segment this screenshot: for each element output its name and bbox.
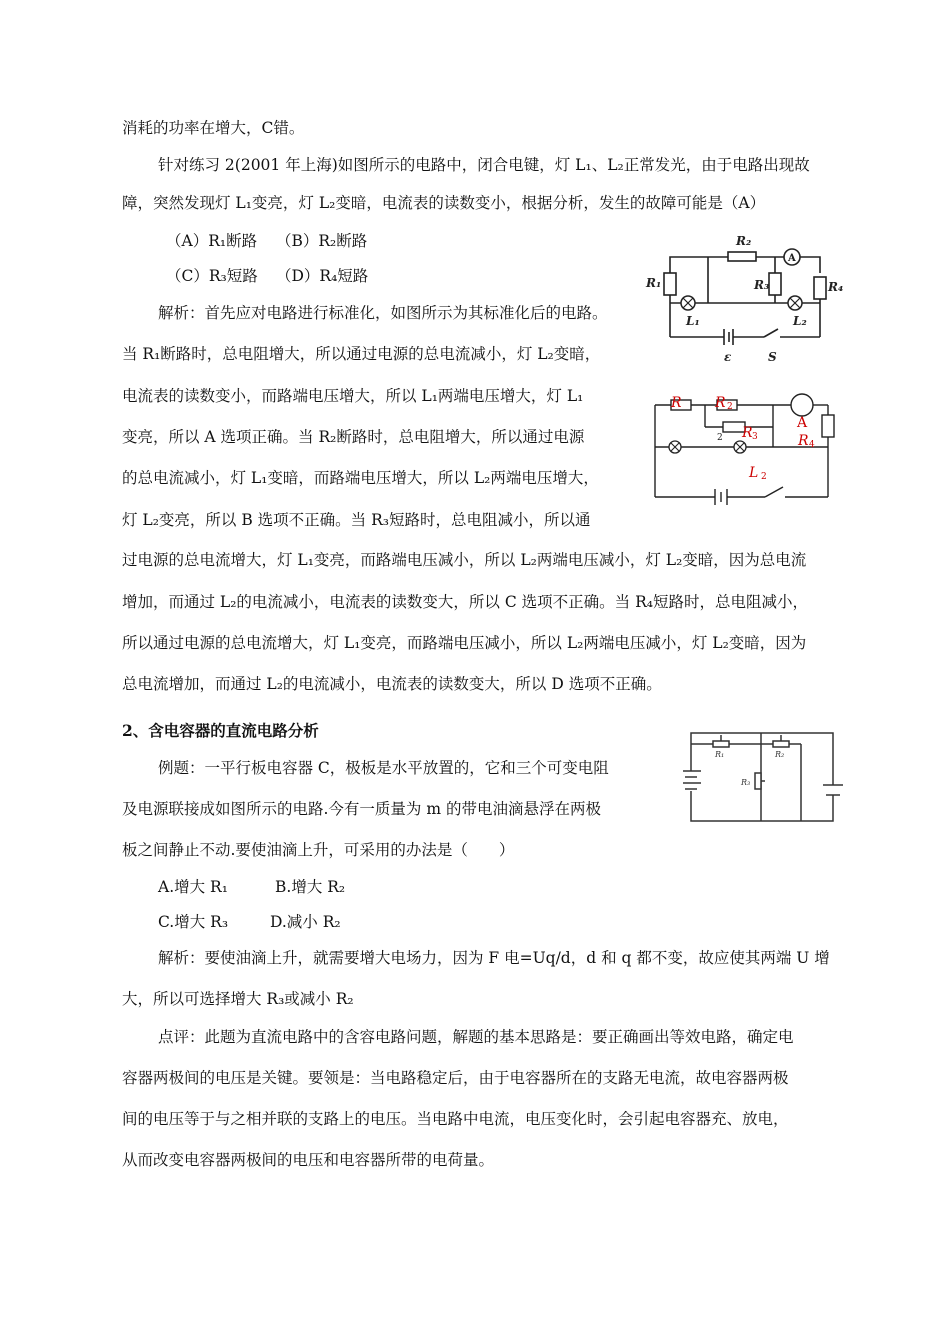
fig1-label-r4: R₄: [828, 280, 844, 294]
fig1-label-r2: R₂: [736, 234, 752, 248]
fig3-label-r2: R₂: [775, 750, 785, 759]
fig1-label-r3: R₃: [754, 278, 770, 292]
comment-line-1: 点评：此题为直流电路中的含容电路问题，解题的基本思路是：要正确画出等效电路，确定电: [158, 1028, 794, 1046]
example-line-3: 板之间静止不动.要使油滴上升，可采用的办法是（ ）: [122, 841, 515, 859]
fig2-label-l2-sub: 2: [761, 472, 767, 482]
example-line-1: 例题：一平行板电容器 C，极板是水平放置的，它和三个可变电阻: [158, 759, 609, 777]
fig2-label-r2-sub: 2: [727, 402, 733, 412]
analysis-line-7: 过电源的总电流增大，灯 L₁变亮，而路端电压减小，所以 L₂两端电压减小，灯 L₂变暗，因为总电流: [122, 551, 807, 569]
fig2-label-r4: R: [798, 433, 809, 449]
fig2-label-node-2: 2: [717, 433, 723, 443]
practice-option-b: （B）R₂断路: [276, 232, 368, 250]
practice-option-a: （A）R₁断路: [166, 232, 258, 250]
fig2-label-r4-sub: 4: [809, 440, 815, 450]
practice-option-c: （C）R₃短路: [166, 267, 258, 285]
comment-line-2: 容器两极间的电压是关键。要领是：当电路稳定后，由于电容器所在的支路无电流，故电容器两极: [122, 1069, 789, 1087]
practice-line-1: 针对练习 2(2001 年上海)如图所示的电路中，闭合电键，灯 L₁、L₂正常发光，由于电路出现故: [158, 156, 810, 174]
example-option-c: C.增大 R₃: [158, 913, 229, 931]
example-option-d: D.减小 R₂: [270, 913, 341, 931]
circuit-diagram-original: [640, 225, 850, 365]
analysis-line-9: 所以通过电源的总电流增大，灯 L₁变亮，而路端电压减小，所以 L₂两端电压减小，灯 L₂变暗，因为: [122, 634, 807, 652]
comment-line-3: 间的电压等于与之相并联的支路上的电压。当电路中电流，电压变化时，会引起电容器充、放电，: [122, 1110, 789, 1128]
fig2-label-r2: R: [715, 395, 726, 411]
solution-line-2: 大，所以可选择增大 R₃或减小 R₂: [122, 990, 354, 1008]
fig2-label-l2: L: [749, 465, 759, 481]
analysis-line-8: 增加，而通过 L₂的电流减小，电流表的读数变大，所以 C 选项不正确。当 R₄短路时，总电阻减小，: [122, 593, 808, 611]
fig2-label-r3: R: [742, 425, 753, 441]
fig2-label-r1: R: [671, 395, 682, 411]
example-option-a: A.增大 R₁: [158, 878, 228, 896]
solution-line-1: 解析：要使油滴上升，就需要增大电场力，因为 F 电=Uq/d，d 和 q 都不变，故应使其两端 U 增: [158, 949, 830, 967]
fig2-label-r3-sub: 3: [752, 432, 758, 442]
example-line-2: 及电源联接成如图所示的电路.今有一质量为 m 的带电油滴悬浮在两极: [122, 800, 601, 818]
fig1-label-e: ε: [724, 350, 732, 364]
section-heading: 2、含电容器的直流电路分析: [122, 721, 319, 740]
practice-line-2: 障，突然发现灯 L₁变亮，灯 L₂变暗，电流表的读数变小，根据分析，发生的故障可能是（A）: [122, 194, 766, 212]
analysis-line-5: 的总电流减小，灯 L₁变暗，而路端电压增大，所以 L₂两端电压增大，: [122, 469, 599, 487]
analysis-line-6: 灯 L₂变亮，所以 B 选项不正确。当 R₃短路时，总电阻减小，所以通: [122, 511, 591, 529]
practice-option-d: （D）R₄短路: [276, 267, 369, 285]
example-option-b: B.增大 R₂: [275, 878, 346, 896]
fig2-label-a: A: [797, 415, 808, 431]
analysis-line-2: 当 R₁断路时，总电阻增大，所以通过电源的总电流减小，灯 L₂变暗，: [122, 345, 601, 363]
fig1-label-l2: L₂: [793, 314, 807, 328]
fig1-label-r1: R₁: [646, 276, 662, 290]
para-continuation: 消耗的功率在增大，C错。: [122, 119, 305, 137]
analysis-line-3: 电流表的读数变小，而路端电压增大，所以 L₁两端电压增大，灯 L₁: [122, 387, 584, 405]
analysis-line-1: 解析：首先应对电路进行标准化，如图所示为其标准化后的电路。: [158, 304, 608, 322]
fig3-label-r1: R₁: [715, 750, 725, 759]
fig1-label-l1: L₁: [686, 314, 700, 328]
circuit-diagram-standardized: [645, 385, 845, 505]
analysis-line-4: 变亮，所以 A 选项正确。当 R₂断路时，总电阻增大，所以通过电源: [122, 428, 585, 446]
fig1-label-a: A: [788, 253, 796, 264]
comment-line-4: 从而改变电容器两极间的电压和电容器所带的电荷量。: [122, 1151, 495, 1169]
fig1-label-s: S: [768, 350, 777, 364]
circuit-diagram-capacitor: [683, 723, 843, 828]
analysis-line-10: 总电流增加，而通过 L₂的电流减小，电流表的读数变大，所以 D 选项不正确。: [122, 675, 662, 693]
fig3-label-r3: R₃: [741, 778, 751, 787]
